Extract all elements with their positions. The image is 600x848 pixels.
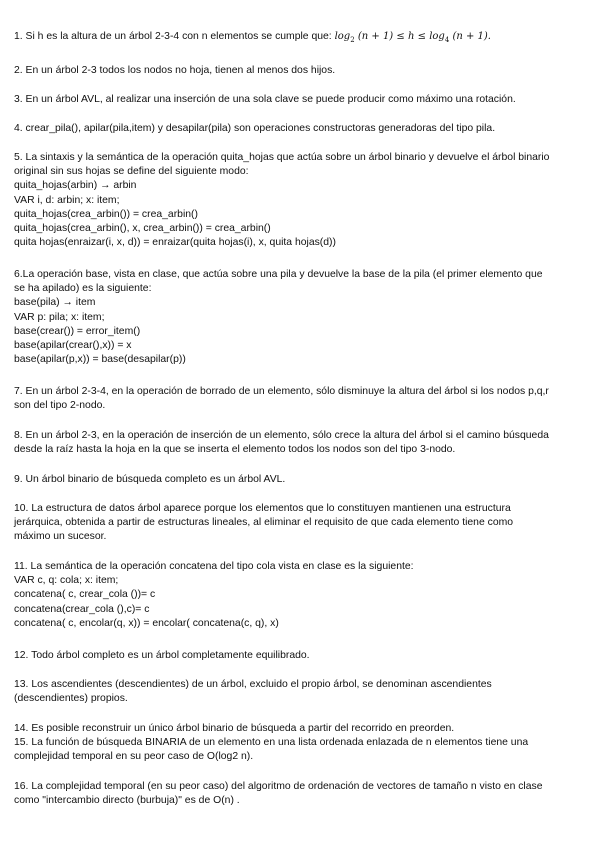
- question-15: 15. La función de búsqueda BINARIA de un elemento en una lista ordenada enlazada de n elementos tiene una complejidad temporal en su peor caso de O(log2 n).: [14, 737, 529, 763]
- question-9: 9. Un árbol binario de búsqueda completo es un árbol AVL.: [14, 474, 286, 485]
- question-4: 4. crear_pila(), apilar(pila,item) y desapilar(pila) son operaciones constructoras generadoras del tipo pila.: [14, 123, 496, 134]
- question-13: 13. Los ascendientes (descendientes) de un árbol, excluido el propio árbol, se denominan ascendientes (descendientes) propios.: [14, 679, 492, 705]
- question-16: 16. La complejidad temporal (en su peor caso) del algoritmo de ordenación de vectores de tamaño n visto en clase como "intercambio directo (burbuja)" es de O(n) .: [14, 781, 543, 807]
- question-7: 7. En un árbol 2-3-4, en la operación de borrado de un elemento, sólo disminuye la altura del árbol si los nodos p,q,r son del tipo 2-nodo.: [14, 386, 549, 412]
- question-1-text: 1. Si h es la altura de un árbol 2-3-4 con n elementos se cumple que:: [14, 31, 335, 42]
- question-6: 6.La operación base, vista en clase, que actúa sobre una pila y devuelve la base de la pila (el primer elemento que se ha apilado) es la siguiente: base(pila) → item VAR p: pila; x: item; base(crear()) = error_item() base(apilar(crear(),x)) = x base(apilar(p,x)) = base(desapilar(p)): [14, 269, 543, 366]
- question-1: [14, 30, 491, 47]
- question-1-formula: $\log_2 (n + 1) \le h \le \log_4 (n + 1)$.: [334, 31, 491, 44]
- question-2: 2. En un árbol 2-3 todos los nodos no hoja, tienen al menos dos hijos.: [14, 65, 336, 76]
- question-8: 8. En un árbol 2-3, en la operación de inserción de un elemento, sólo crece la altura del árbol si el camino búsqueda desde la raíz hasta la hoja en la que se inserta el elemento todos los nodos son del tipo 3-nodo.: [14, 430, 549, 456]
- question-3: 3. En un árbol AVL, al realizar una inserción de una sola clave se puede producir como máximo una rotación.: [14, 94, 516, 105]
- question-11: 11. La semántica de la operación concatena del tipo cola vista en clase es la siguiente: VAR c, q: cola; x: item; concatena( c, crear_cola ())= c concatena(crear_cola (),c)= c concatena( c, encolar(q, x)) = encolar( concatena(c, q), x): [14, 561, 414, 629]
- question-14: 14. Es posible reconstruir un único árbol binario de búsqueda a partir del recorrido en preorden.: [14, 723, 455, 734]
- question-10: 10. La estructura de datos árbol aparece porque los elementos que lo constituyen mantienen una estructura jerárquica, obtenida a partir de estructuras lineales, al eliminar el requisito de que cada elemento tiene como máximo un sucesor.: [14, 503, 514, 543]
- question-5: 5. La sintaxis y la semántica de la operación quita_hojas que actúa sobre un árbol binario y devuelve el árbol binario original sin sus hojas se define del siguiente modo: quita_hojas(arbin) → arbin VAR i, d: arbin; x: item; quita_hojas(crea_arbin()) = crea_arbin() quita_hojas(crea_arbin(), x, crea_arbin()) = crea_arbin() quita hojas(enraizar(i, x, d)) = enraizar(quita hojas(i), x, quita hojas(d)): [14, 152, 550, 249]
- question-12: 12. Todo árbol completo es un árbol completamente equilibrado.: [14, 650, 310, 661]
